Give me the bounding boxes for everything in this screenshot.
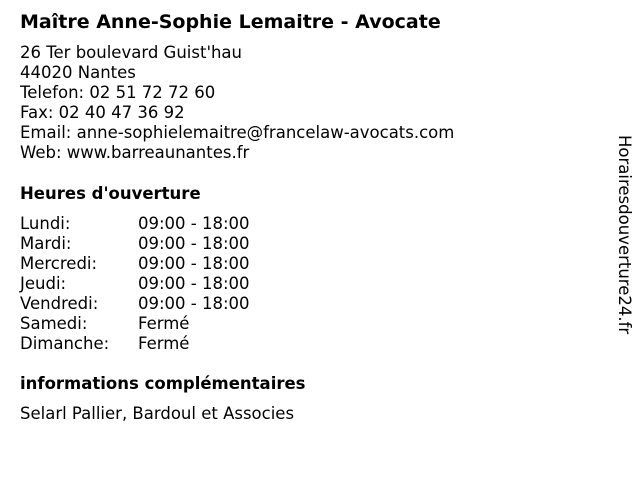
hours-row-friday: [20, 294, 250, 314]
site-watermark: Horairesdouverture24.fr: [615, 135, 634, 335]
hours-time: 09:00 - 18:00: [138, 274, 250, 293]
hours-day: Mercredi:: [20, 254, 98, 273]
hours-row-tuesday: [20, 234, 250, 254]
hours-row-saturday: [20, 314, 250, 334]
hours-time: Fermé: [138, 334, 190, 353]
street-address: 26 Ter boulevard Guist'hau: [20, 43, 243, 62]
hours-row-wednesday: [20, 254, 250, 274]
hours-day: Mardi:: [20, 234, 72, 253]
page-title: Maître Anne-Sophie Lemaitre - Avocate: [20, 11, 441, 33]
hours-time: 09:00 - 18:00: [138, 234, 250, 253]
hours-time: 09:00 - 18:00: [138, 294, 250, 313]
hours-time: Fermé: [138, 314, 190, 333]
website: Web: www.barreaunantes.fr: [20, 143, 250, 162]
hours-day: Lundi:: [20, 214, 71, 233]
hours-day: Vendredi:: [20, 294, 99, 313]
hours-heading: Heures d'ouverture: [20, 184, 201, 203]
phone-number: Telefon: 02 51 72 72 60: [20, 83, 216, 102]
hours-row-monday: [20, 214, 250, 234]
hours-table: [20, 214, 250, 354]
city-address: 44020 Nantes: [20, 63, 136, 82]
hours-row-sunday: [20, 334, 250, 354]
info-text: Selarl Pallier, Bardoul et Associes: [20, 404, 295, 423]
hours-day: Samedi:: [20, 314, 88, 333]
hours-time: 09:00 - 18:00: [138, 214, 250, 233]
hours-time: 09:00 - 18:00: [138, 254, 250, 273]
contact-block: [20, 43, 454, 163]
hours-row-thursday: [20, 274, 250, 294]
info-heading: informations complémentaires: [20, 374, 306, 393]
hours-day: Dimanche:: [20, 334, 110, 353]
fax-number: Fax: 02 40 47 36 92: [20, 103, 185, 122]
hours-day: Jeudi:: [20, 274, 67, 293]
email-address: Email: anne-sophielemaitre@francelaw-avocats.com: [20, 123, 455, 142]
